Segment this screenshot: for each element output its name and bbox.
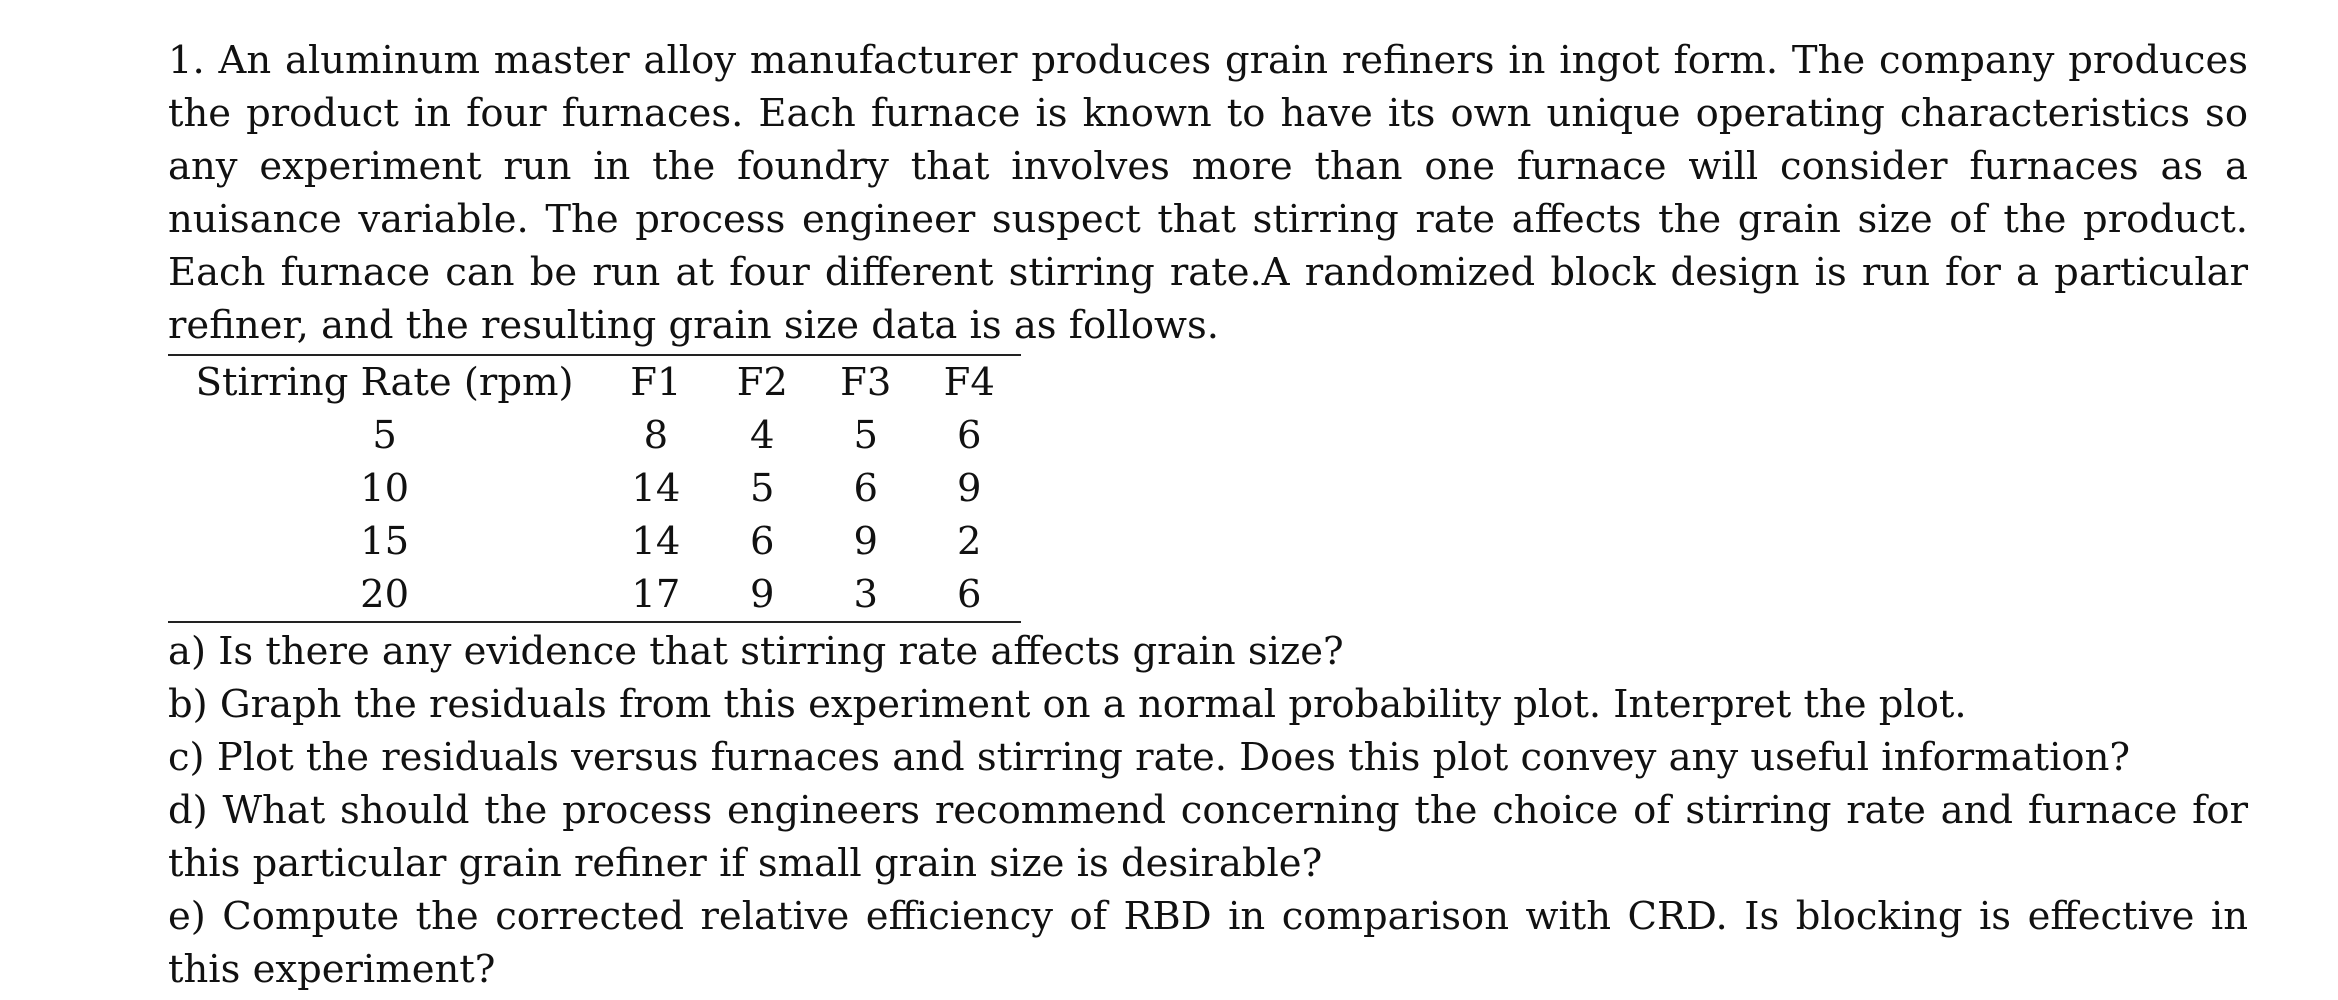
question-b: b) Graph the residuals from this experiment on a normal probability plot. Interpret the plot. xyxy=(168,682,1967,727)
cell-rate: 20 xyxy=(360,572,410,617)
cell-f3: 6 xyxy=(853,466,879,511)
question-c: c) Plot the residuals versus furnaces and stirring rate. Does this plot convey any useful information? xyxy=(168,735,2131,780)
table-row xyxy=(168,515,1021,568)
grain-size-table-wrap xyxy=(168,354,1021,623)
table-row xyxy=(168,462,1021,515)
cell-f2: 6 xyxy=(750,519,775,564)
table-row xyxy=(168,409,1021,462)
header-f2: F2 xyxy=(736,360,788,405)
cell-f4: 6 xyxy=(957,413,982,458)
cell-rate: 15 xyxy=(360,519,410,564)
question-d: d) What should the process engineers recommend concerning the choice of stirring rate and furnace for this particular grain refiner if small grain size is desirable? xyxy=(168,788,2248,886)
table-row xyxy=(168,568,1021,622)
cell-f3: 9 xyxy=(853,519,879,564)
table-header-row xyxy=(168,355,1021,409)
cell-f1: 14 xyxy=(631,466,681,511)
cell-f1: 8 xyxy=(643,413,669,458)
cell-rate: 10 xyxy=(360,466,410,511)
problem-page xyxy=(168,34,2248,996)
grain-size-table xyxy=(168,354,1021,623)
question-a: a) Is there any evidence that stirring rate affects grain size? xyxy=(168,629,1344,674)
cell-f4: 6 xyxy=(957,572,982,617)
cell-f4: 2 xyxy=(957,519,982,564)
cell-f2: 5 xyxy=(750,466,775,511)
question-list xyxy=(168,625,2248,996)
cell-rate: 5 xyxy=(372,413,397,458)
cell-f1: 14 xyxy=(631,519,681,564)
cell-f4: 9 xyxy=(957,466,982,511)
problem-intro: 1. An aluminum master alloy manufacturer produces grain refiners in ingot form. The company produces the product in four furnaces. Each furnace is known to have its own unique operating characteristics so any experiment run in the foundry that involves more than one furnace will consider furnaces as a nuisance variable. The process engineer suspect that stirring rate affects the grain size of the product. Each furnace can be run at four different stirring rate.A randomized block design is run for a particular refiner, and the resulting grain size data is as follows. xyxy=(168,38,2248,348)
cell-f2: 4 xyxy=(750,413,775,458)
cell-f1: 17 xyxy=(631,572,681,617)
cell-f2: 9 xyxy=(750,572,775,617)
header-f1: F1 xyxy=(630,360,682,405)
header-f4: F4 xyxy=(943,360,995,405)
cell-f3: 3 xyxy=(853,572,879,617)
question-e: e) Compute the corrected relative efficiency of RBD in comparison with CRD. Is blocking is effective in this experiment? xyxy=(168,894,2248,992)
cell-f3: 5 xyxy=(853,413,879,458)
header-stirring-rate: Stirring Rate (rpm) xyxy=(195,360,574,405)
header-f3: F3 xyxy=(840,360,892,405)
